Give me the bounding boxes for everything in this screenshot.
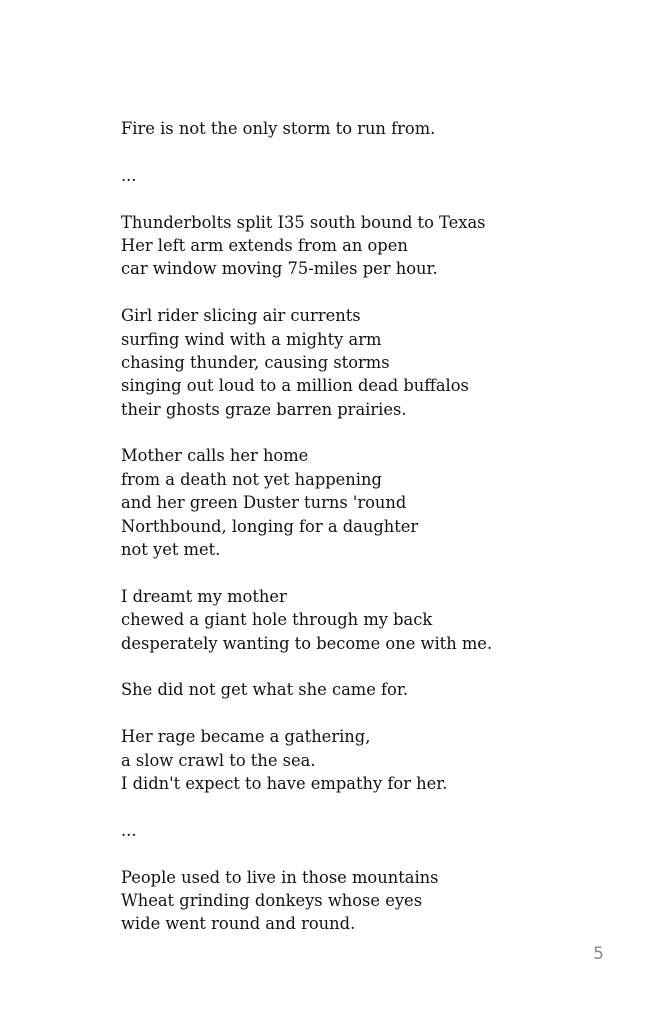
poem-line: I didn't expect to have empathy for her.	[121, 773, 448, 793]
poem-line: desperately wanting to become one with me.	[121, 633, 493, 653]
poem-line: She did not get what she came for.	[121, 680, 409, 700]
stanza-break	[121, 281, 601, 304]
stanza-break	[121, 187, 601, 210]
poem-line: not yet met.	[121, 540, 221, 560]
poem-body	[121, 117, 601, 936]
stanza-break	[121, 702, 601, 725]
stanza-break	[121, 140, 601, 163]
poem-line: singing out loud to a million dead buffalos	[121, 376, 469, 396]
poem-line: Wheat grinding donkeys whose eyes	[121, 890, 423, 910]
poem-line: a slow crawl to the sea.	[121, 750, 316, 770]
poem-line: Fire is not the only storm to run from.	[121, 119, 436, 138]
stanza-break	[121, 842, 601, 865]
stanza-break	[121, 421, 601, 444]
poem-line: from a death not yet happening	[121, 469, 382, 489]
poem-line: wide went round and round.	[121, 914, 356, 934]
poem-line: Her left arm extends from an open	[121, 235, 408, 255]
poem-line: People used to live in those mountains	[121, 867, 439, 887]
poem-line: I dreamt my mother	[121, 586, 287, 606]
page-number: 5	[593, 944, 604, 964]
poem-line: ...	[121, 820, 137, 840]
poem-line: ...	[121, 165, 137, 185]
poem-line: Northbound, longing for a daughter	[121, 516, 419, 536]
poem-line: surfing wind with a mighty arm	[121, 329, 382, 349]
poem-line: Her rage became a gathering,	[121, 727, 371, 747]
poem-line: Thunderbolts split I35 south bound to Texas	[121, 212, 486, 232]
poem-line: and her green Duster turns 'round	[121, 493, 407, 513]
poem-line: chewed a giant hole through my back	[121, 610, 433, 630]
poem-line: chasing thunder, causing storms	[121, 352, 390, 372]
poem-line: their ghosts graze barren prairies.	[121, 399, 407, 419]
poem-line: car window moving 75-miles per hour.	[121, 259, 438, 279]
poem-line: Girl rider slicing air currents	[121, 306, 361, 326]
stanza-break	[121, 655, 601, 678]
stanza-break	[121, 561, 601, 584]
stanza-break	[121, 795, 601, 818]
poem-line: Mother calls her home	[121, 446, 309, 466]
